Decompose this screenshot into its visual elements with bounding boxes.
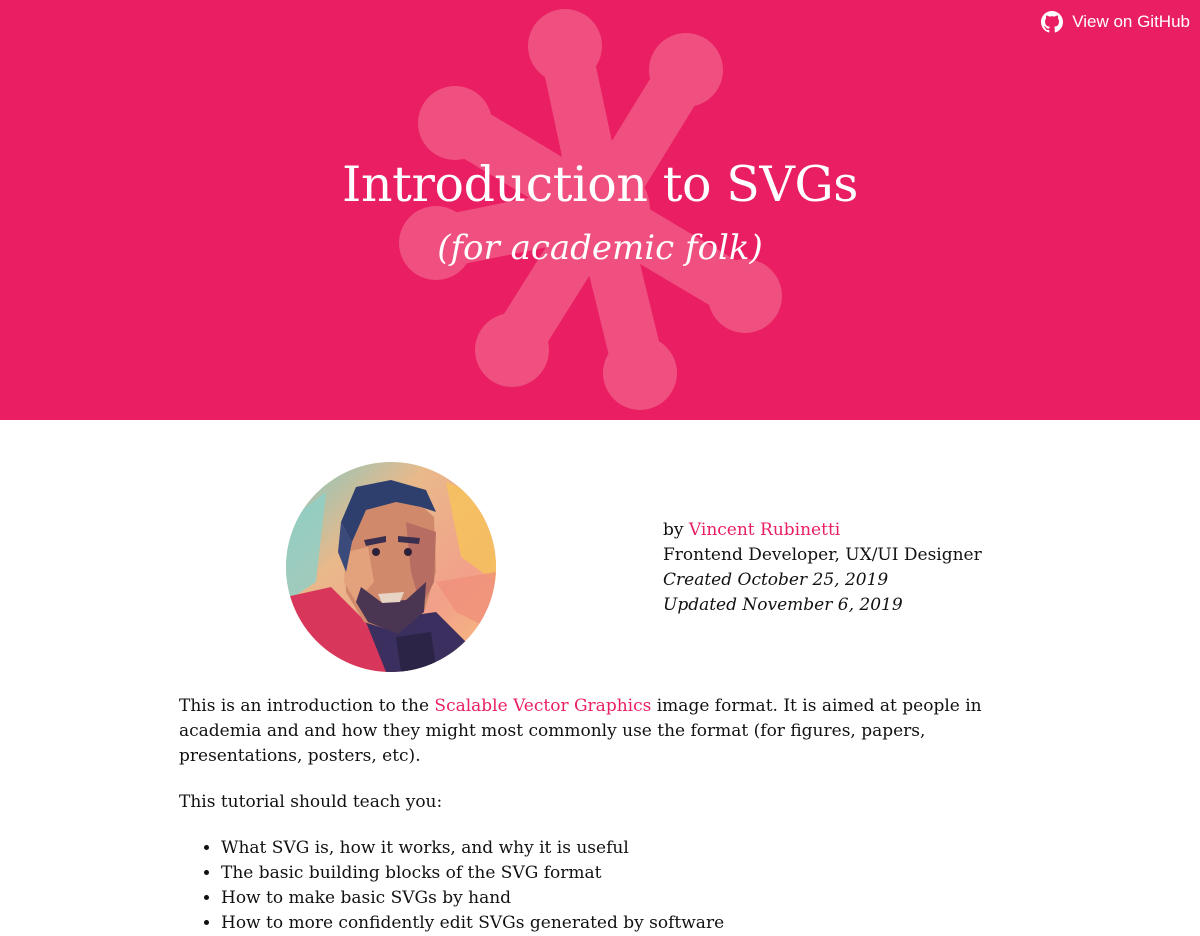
page-subtitle: (for academic folk) [437,228,763,268]
by-prefix: by [663,520,684,540]
list-item: • How to more confidently edit SVGs generated by software [221,911,1029,936]
svg-spec-link[interactable]: Scalable Vector Graphics [434,696,652,716]
author-info [663,518,1023,618]
intro-text-before: This is an introduction to the [179,696,435,716]
updated-date: Updated November 6, 2019 [663,595,903,615]
list-item: • How to make basic SVGs by hand [221,886,1029,911]
page-title: Introduction to SVGs [342,156,858,213]
github-link-label: View on GitHub [1072,12,1190,31]
author-avatar [286,462,496,672]
author-role: Frontend Developer, UX/UI Designer [663,545,982,565]
created-date: Created October 25, 2019 [663,570,889,590]
github-icon [1041,11,1063,33]
teach-heading: This tutorial should teach you: [179,792,443,812]
intro-text-after: image format. It is aimed at people in academia and and how they might most commonly use the format (for figures, papers, presentations, posters, etc). [179,696,982,766]
author-portrait [286,462,496,672]
list-item: • What SVG is, how it works, and why it is useful [221,836,1029,861]
github-link[interactable] [1041,10,1190,34]
intro-paragraph [179,694,1029,769]
list-item: • The basic building blocks of the SVG format [221,861,1029,886]
author-name-link[interactable]: Vincent Rubinetti [688,520,841,540]
author-byline [663,518,1023,543]
hero-banner [0,0,1200,420]
teach-list [179,836,1029,936]
